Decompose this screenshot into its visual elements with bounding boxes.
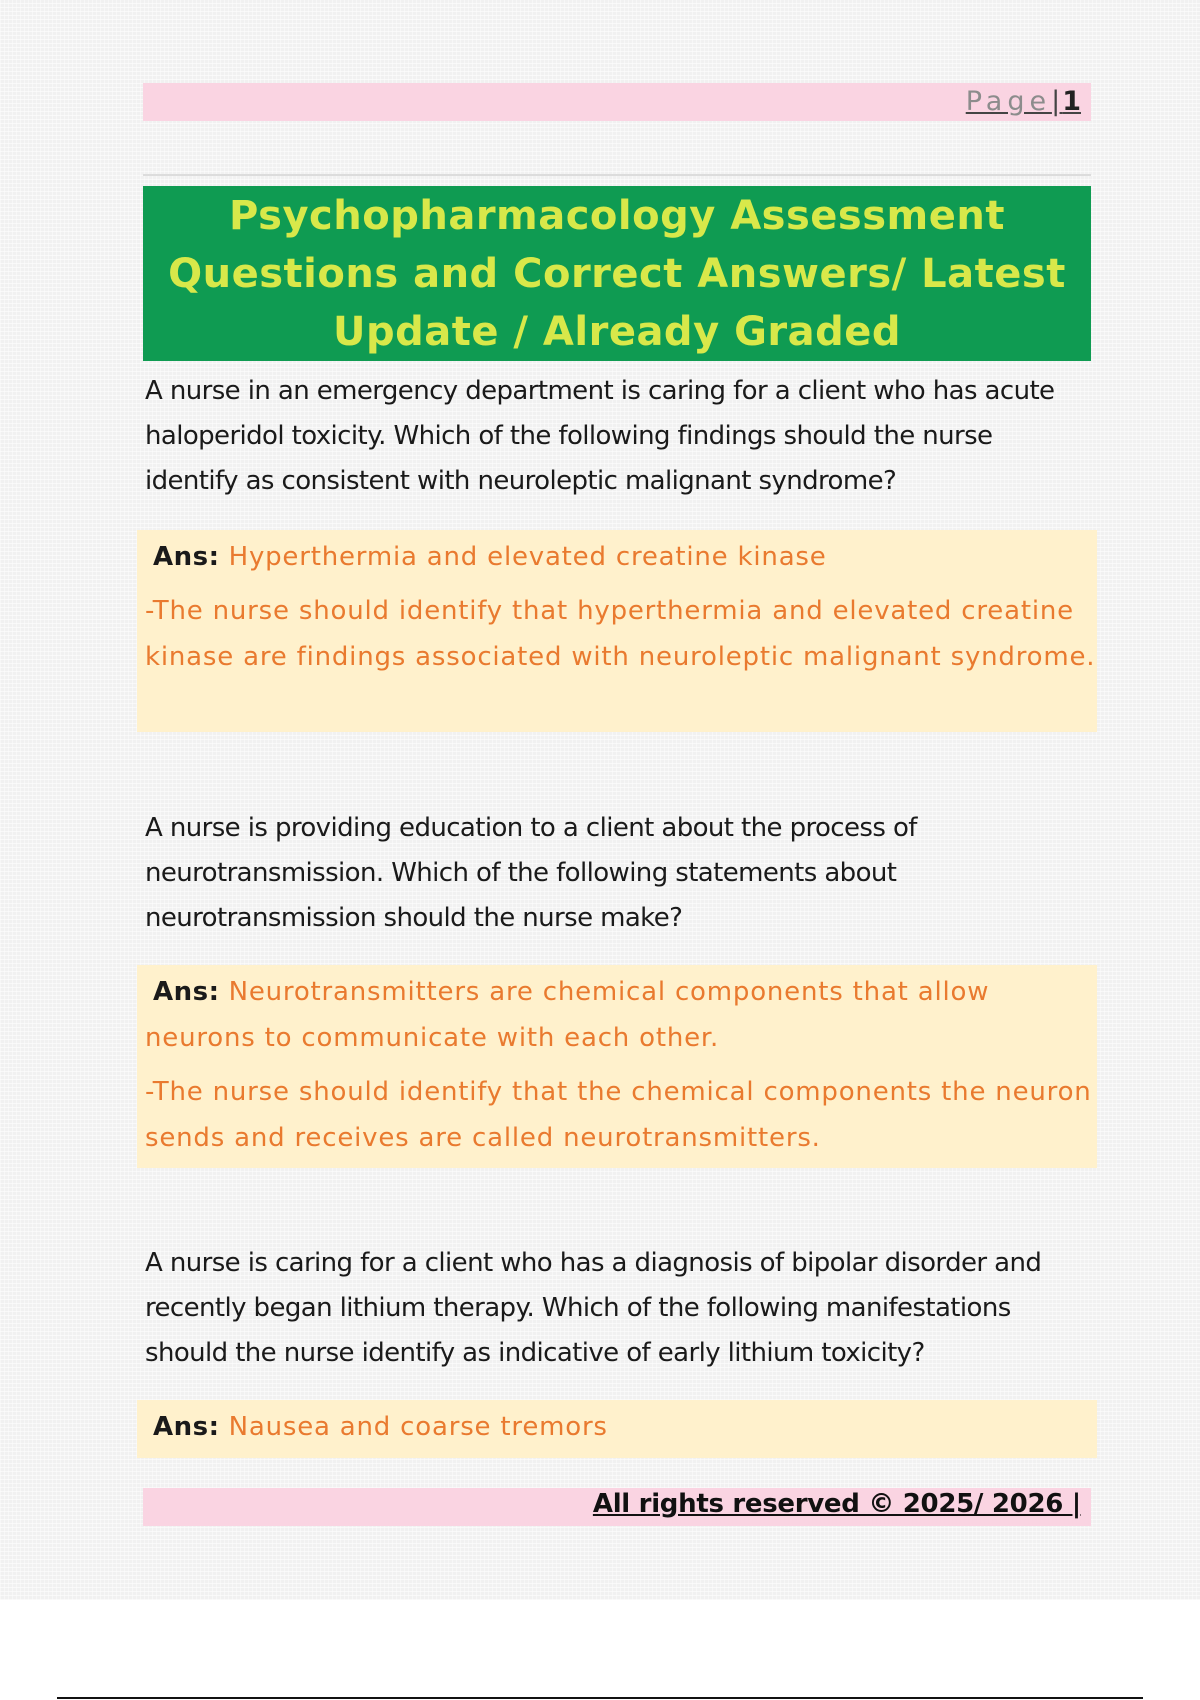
page-header <box>143 83 1091 121</box>
answer-box-2 <box>137 965 1097 1168</box>
page-footer <box>143 1488 1091 1526</box>
ans-label-3: Ans: <box>153 1412 220 1442</box>
question-2: A nurse is providing education to a client about the process of neurotransmission. Which of the following statements about neurotransmission should the nurse make? <box>145 813 917 933</box>
copyright-notice: All rights reserved © 2025/ 2026 | <box>592 1489 1081 1519</box>
answer-text-3: Nausea and coarse tremors <box>228 1412 608 1442</box>
answer-box-3 <box>137 1400 1097 1458</box>
document-title: Psychopharmacology Assessment Questions and Correct Answers/ Latest Update / Already Graded <box>168 192 1066 355</box>
answer-text-1: Hyperthermia and elevated creatine kinase <box>228 542 827 572</box>
rationale-2: -The nurse should identify that the chemical components the neuron sends and receives are called neurotransmitters. <box>145 1077 1092 1153</box>
question-3: A nurse is caring for a client who has a diagnosis of bipolar disorder and recently began lithium therapy. Which of the following manifestations should the nurse identify as indicative of early lithium toxicity? <box>145 1248 1042 1368</box>
question-1: A nurse in an emergency department is caring for a client who has acute haloperidol toxicity. Which of the following findings should the nurse identify as consistent with neuroleptic malignant syndrome? <box>145 376 1055 496</box>
page-separator: | <box>1051 86 1063 117</box>
rationale-1: -The nurse should identify that hyperthermia and elevated creatine kinase are findings associated with neuroleptic malignant syndrome. <box>145 596 1096 672</box>
page-word: Page <box>965 86 1052 117</box>
answer-text-2: Neurotransmitters are chemical components that allow neurons to communicate with each other. <box>145 977 990 1053</box>
answer-line-1 <box>145 534 1097 580</box>
bottom-divider <box>57 1697 1143 1699</box>
answer-line-2 <box>145 969 1097 1061</box>
ans-label-1: Ans: <box>153 542 220 572</box>
page-number-label <box>966 86 1081 117</box>
title-banner <box>143 186 1091 361</box>
header-divider <box>143 174 1091 176</box>
answer-line-3 <box>145 1404 1097 1450</box>
ans-label-2: Ans: <box>153 977 220 1007</box>
page-number: 1 <box>1062 86 1081 117</box>
answer-box-1 <box>137 530 1097 732</box>
